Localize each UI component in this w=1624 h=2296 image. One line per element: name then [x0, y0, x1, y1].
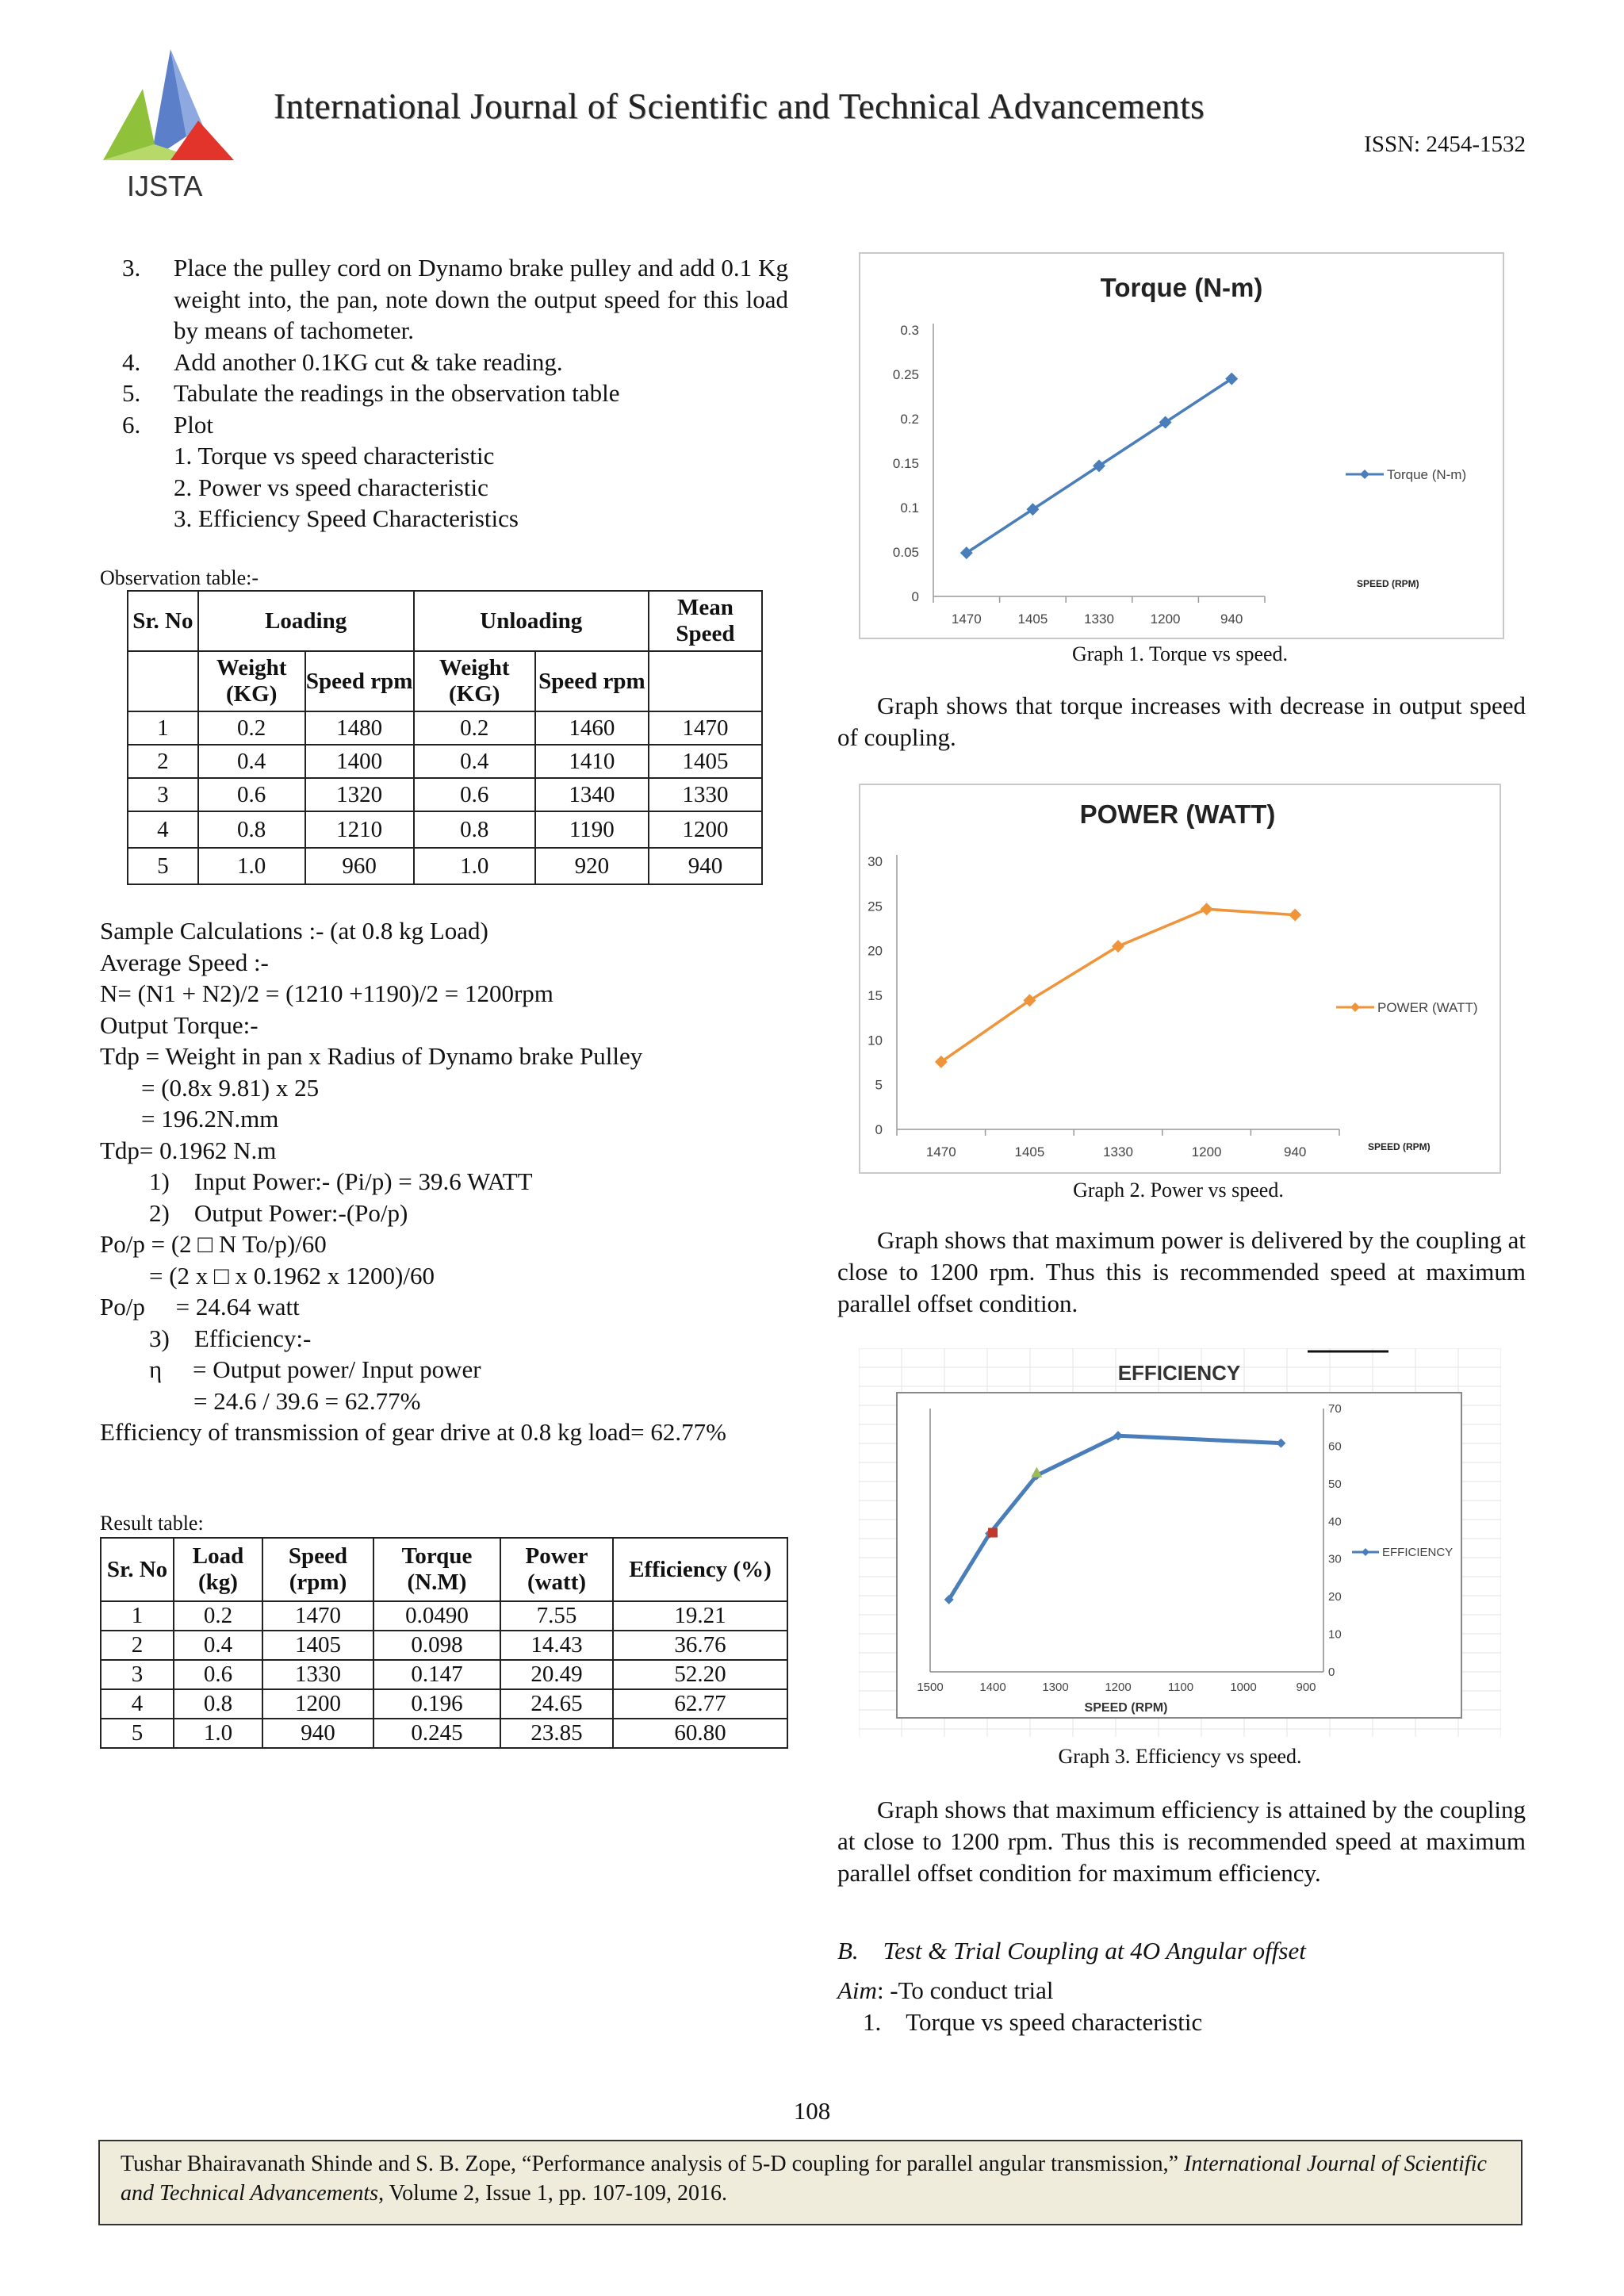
table-row: 4 0.8 1200 0.196 24.65 62.77: [101, 1689, 787, 1719]
result-label: Result table:: [100, 1512, 204, 1535]
section-b-item: 1. Torque vs speed characteristic: [863, 2008, 1203, 2036]
paragraph-3: Graph shows that maximum efficiency is attained by the coupling at close to 1200 rpm. Thus this is recommended speed at maximum parallel offset condition for maximum efficiency.: [837, 1796, 1526, 1887]
chart-title: EFFICIENCY: [1117, 1361, 1241, 1385]
x-tick-label: 1200: [1150, 611, 1181, 627]
x-tick-label: 1470: [925, 1144, 956, 1159]
graph2-caption: Graph 2. Power vs speed.: [1073, 1179, 1284, 1202]
x-tick-label: 1200: [1191, 1144, 1222, 1159]
efficiency-chart: [859, 1348, 1501, 1737]
list-item: 1. Torque vs speed characteristic: [174, 442, 495, 470]
y-tick-label: 0: [875, 1122, 883, 1137]
table-row: 3 0.6 1320 0.6 1340 1330: [128, 778, 762, 811]
y-tick-label: 30: [868, 854, 883, 869]
y-tick-label: 15: [868, 988, 883, 1003]
header-cell: Weight (KG): [414, 651, 535, 711]
paragraph-2: Graph shows that maximum power is delivered by the coupling at close to 1200 rpm. Thus this is recommended speed at maximum parallel offset condition.: [837, 1226, 1526, 1317]
aim-line: Aim: -To conduct trial: [837, 1976, 1054, 2004]
x-axis-title: SPEED (RPM): [1357, 578, 1419, 589]
journal-logo: [95, 41, 246, 200]
section-b-heading: B. Test & Trial Coupling at 4O Angular offset: [837, 1937, 1306, 1964]
x-axis-title: SPEED (RPM): [1084, 1701, 1168, 1715]
y-tick-label: 30: [1328, 1552, 1342, 1566]
series-line: [941, 909, 1295, 1062]
table-row: 5 1.0 960 1.0 920 940: [128, 848, 762, 884]
x-tick-label: 940: [1220, 611, 1243, 627]
x-tick-label: 1300: [1042, 1681, 1069, 1694]
chart-title: Torque (N-m): [1100, 273, 1263, 302]
efficiency-chart-wrap: [859, 1348, 1501, 1737]
x-axis-title: SPEED (RPM): [1368, 1141, 1431, 1152]
legend-label: POWER (WATT): [1377, 1000, 1478, 1015]
logo-text: IJSTA: [127, 170, 203, 202]
x-tick-label: 1200: [1105, 1681, 1132, 1694]
power-chart: [860, 785, 1500, 1172]
y-tick-label: 0.3: [900, 323, 919, 338]
legend-label: EFFICIENCY: [1382, 1546, 1454, 1559]
list-item: 2. Power vs speed characteristic: [174, 473, 488, 501]
y-tick-label: 10: [868, 1033, 883, 1048]
legend-marker: [1360, 470, 1369, 479]
table-row: 2 0.4 1405 0.098 14.43 36.76: [101, 1631, 787, 1660]
paragraph-1: Graph shows that torque increases with decrease in output speed of coupling.: [837, 692, 1526, 751]
header-cell: Mean Speed: [649, 591, 762, 651]
sample-calculations: Sample Calculations :- (at 0.8 kg Load) Average Speed :- N= (N1 + N2)/2 = (1210 +1190)/2 = 1200rpm Output Torque:- Tdp = Weight in pan x Radius of Dynamo brake Pulley = (0.8x 9.81) x 25 = 196.2N.mm Tdp= 0.1962 N.m 1) Input Power:- (Pi/p) = 39.6 WATT 2) Output Power:-(Po/p) Po/p = (2 □ N To/p)/60 = (2 x □ x 0.1962 x 1200)/60 Po/p = 24.64 watt 3) Efficiency:- η = Output power/ Input power = 24.6 / 39.6 = 62.77% Efficiency of transmission of gear drive at 0.8 kg load= 62.77%: [100, 917, 726, 1446]
y-tick-label: 0.2: [900, 412, 919, 427]
y-tick-label: 0: [911, 589, 919, 604]
data-point: [1112, 940, 1124, 953]
power-chart-frame: [859, 784, 1501, 1174]
x-tick-label: 1000: [1230, 1681, 1257, 1694]
x-tick-label: 1330: [1103, 1144, 1133, 1159]
y-tick-label: 0.05: [892, 545, 919, 560]
x-tick-label: 1330: [1084, 611, 1114, 627]
list-item: 3. Efficiency Speed Characteristics: [174, 504, 519, 532]
table-row: 3 0.6 1330 0.147 20.49 52.20: [101, 1660, 787, 1689]
data-point-red: [988, 1528, 998, 1538]
observation-label: Observation table:-: [100, 566, 259, 589]
x-tick-label: 900: [1296, 1681, 1316, 1694]
result-table: Sr. No Load (kg) Speed (rpm) Torque (N.M) Power (watt) Efficiency (%) 1 0.2 1470 0.0490 7.55 19.21 2 0.4 1405 0.098 14.43 36.76 3 0.6 1330 0.147 20.49 52.20 4 0.8 1200 0.196 24.65 62.77 5 1.0 940 0.245 23.85 60.80: [100, 1537, 788, 1749]
header-cell: Weight (KG): [198, 651, 305, 711]
y-tick-label: 0.15: [892, 456, 919, 471]
y-tick-label: 0.1: [900, 500, 919, 516]
torque-chart: [860, 254, 1503, 638]
header-cell: Unloading: [414, 591, 649, 651]
table-row: 4 0.8 1210 0.8 1190 1200: [128, 811, 762, 848]
header-cell: Speed rpm: [305, 651, 414, 711]
y-tick-label: 5: [875, 1077, 883, 1093]
x-tick-label: 940: [1284, 1144, 1307, 1159]
data-point: [1201, 903, 1213, 915]
y-tick-label: 40: [1328, 1515, 1342, 1529]
y-tick-label: 0.25: [892, 367, 919, 382]
citation-footer: Tushar Bhairavanath Shinde and S. B. Zope, “Performance analysis of 5-D coupling for parallel angular transmission,” International Journal of Scientific and Technical Advancements, Volume 2, Issue 1, pp. 107-109, 2016.: [98, 2140, 1522, 2225]
observation-table: [127, 590, 763, 885]
x-tick-label: 1470: [951, 611, 982, 627]
table-row: 1 0.2 1470 0.0490 7.55 19.21: [101, 1601, 787, 1631]
y-tick-label: 20: [868, 943, 883, 959]
plot-frame: [897, 1393, 1461, 1718]
header-cell: Loading: [198, 591, 414, 651]
table-row: 5 1.0 940 0.245 23.85 60.80: [101, 1719, 787, 1748]
header-cell: Sr. No: [128, 591, 198, 651]
list-item: 3. Place the pulley cord on Dynamo brake pulley and add 0.1 Kg weight into, the pan, note down the output speed for this load by means of tachometer.: [122, 254, 788, 344]
list-item: 6. Plot: [122, 410, 213, 439]
plot-sublist: [122, 440, 788, 535]
journal-title: International Journal of Scientific and Technical Advancements: [274, 86, 1205, 126]
y-tick-label: 25: [868, 899, 883, 914]
y-tick-label: 50: [1328, 1477, 1342, 1491]
chart-title: POWER (WATT): [1079, 799, 1276, 829]
x-tick-label: 1405: [1017, 611, 1048, 627]
header-cell: Speed rpm: [535, 651, 649, 711]
torque-chart-frame: [859, 252, 1504, 639]
table-row: 1 0.2 1480 0.2 1460 1470: [128, 711, 762, 745]
graph1-caption: Graph 1. Torque vs speed.: [1071, 642, 1289, 665]
y-tick-label: 10: [1328, 1627, 1342, 1642]
list-item: 4. Add another 0.1KG cut & take reading.: [122, 347, 563, 376]
x-tick-label: 1405: [1014, 1144, 1045, 1159]
graph3-caption: Graph 3. Efficiency vs speed.: [1058, 1745, 1302, 1768]
issn: ISSN: 2454-1532: [1364, 132, 1526, 157]
list-item: 5. Tabulate the readings in the observation table: [122, 379, 620, 407]
legend-label: Torque (N-m): [1387, 467, 1467, 482]
y-tick-label: 0: [1328, 1665, 1335, 1679]
data-point: [1289, 909, 1301, 922]
legend-marker: [1350, 1002, 1360, 1012]
y-tick-label: 70: [1328, 1402, 1342, 1416]
procedure-list: [122, 252, 788, 535]
x-tick-label: 1500: [917, 1681, 944, 1694]
x-tick-label: 1400: [979, 1681, 1006, 1694]
y-tick-label: 60: [1328, 1439, 1342, 1454]
table-row: 2 0.4 1400 0.4 1410 1405: [128, 745, 762, 778]
page-number: 108: [793, 2097, 831, 2125]
y-tick-label: 20: [1328, 1590, 1342, 1604]
x-tick-label: 1100: [1167, 1681, 1194, 1694]
